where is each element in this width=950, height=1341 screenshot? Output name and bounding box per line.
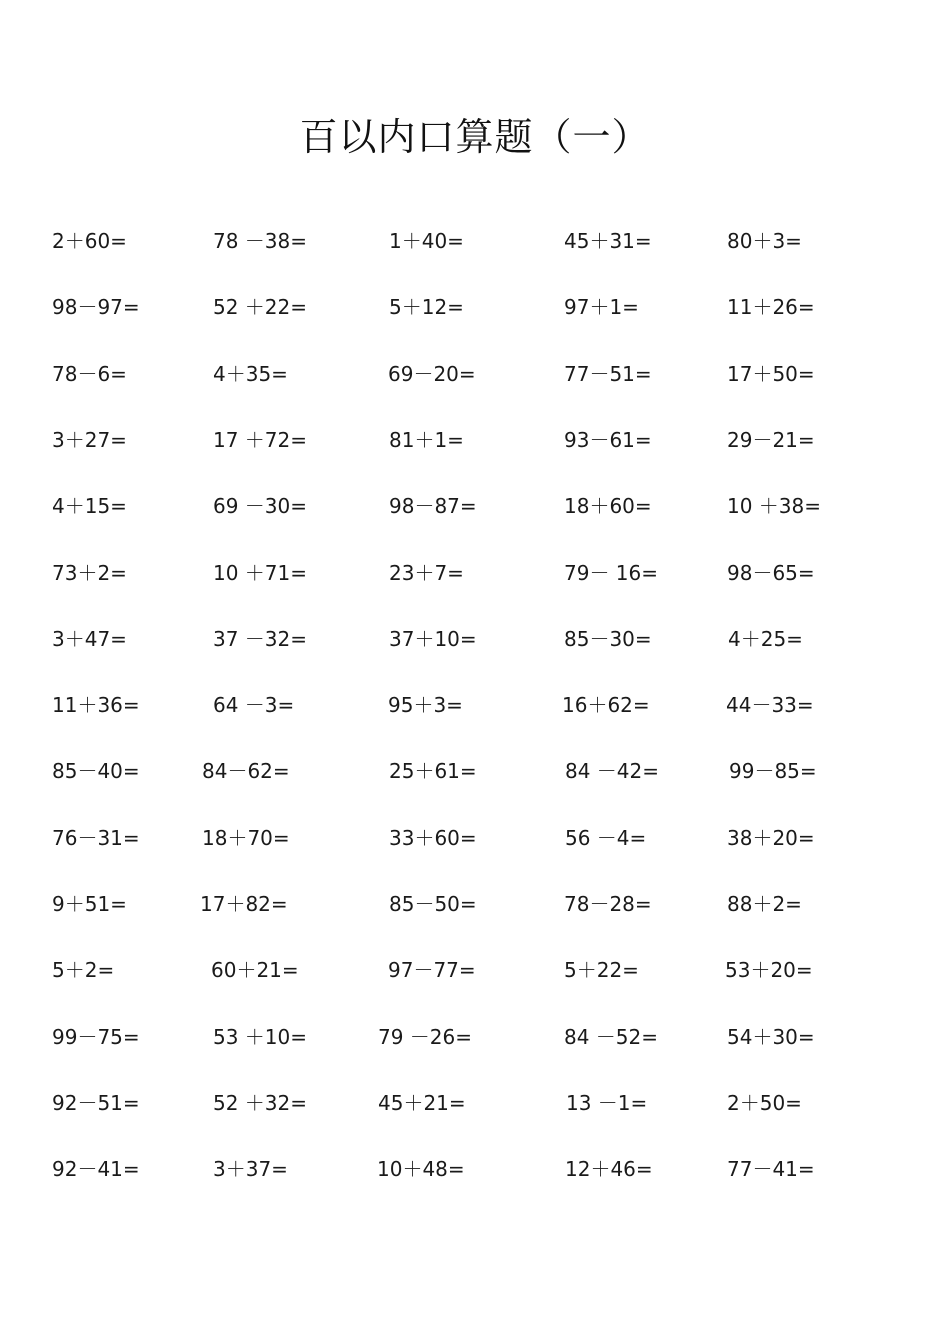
problem-item: 73＋2= <box>52 561 127 585</box>
problem-item: 3＋47= <box>52 627 127 651</box>
problem-item: 78－28= <box>564 892 652 916</box>
problem-item: 78 －38= <box>213 229 308 253</box>
problem-item: 9＋51= <box>52 892 127 916</box>
problem-item: 79－ 16= <box>564 561 659 585</box>
problem-item: 78－6= <box>52 362 127 386</box>
problem-item: 17＋50= <box>727 362 815 386</box>
problem-item: 97＋1= <box>564 295 639 319</box>
problem-item: 17＋82= <box>200 892 288 916</box>
problem-item: 93－61= <box>564 428 652 452</box>
problem-item: 84 －42= <box>565 759 660 783</box>
problem-item: 4＋15= <box>52 494 127 518</box>
problem-item: 79 －26= <box>378 1025 473 1049</box>
problem-item: 77－41= <box>727 1157 815 1181</box>
problem-item: 64 －3= <box>213 693 295 717</box>
problem-item: 98－97= <box>52 295 140 319</box>
problem-item: 44－33= <box>726 693 814 717</box>
problem-item: 69 －30= <box>213 494 308 518</box>
problem-item: 16＋62= <box>562 693 650 717</box>
problem-item: 10 ＋71= <box>213 561 308 585</box>
problem-item: 2＋60= <box>52 229 127 253</box>
problem-item: 5＋22= <box>564 958 639 982</box>
problem-item: 53＋20= <box>725 958 813 982</box>
problem-item: 10 ＋38= <box>727 494 822 518</box>
problem-item: 17 ＋72= <box>213 428 308 452</box>
problem-item: 92－51= <box>52 1091 140 1115</box>
problem-item: 52 ＋22= <box>213 295 308 319</box>
problem-item: 1＋40= <box>389 229 464 253</box>
problem-item: 37＋10= <box>389 627 477 651</box>
problem-item: 69－20= <box>388 362 476 386</box>
problem-item: 81＋1= <box>389 428 464 452</box>
problem-item: 56 －4= <box>565 826 647 850</box>
problem-item: 25＋61= <box>389 759 477 783</box>
problem-item: 77－51= <box>564 362 652 386</box>
problem-item: 5＋12= <box>389 295 464 319</box>
problem-item: 11＋26= <box>727 295 815 319</box>
problem-item: 13 －1= <box>566 1091 648 1115</box>
problem-item: 76－31= <box>52 826 140 850</box>
problem-item: 88＋2= <box>727 892 802 916</box>
problem-item: 53 ＋10= <box>213 1025 308 1049</box>
problem-item: 45＋31= <box>564 229 652 253</box>
problem-item: 84－62= <box>202 759 290 783</box>
problem-item: 3＋37= <box>213 1157 288 1181</box>
page-title: 百以内口算题（一） <box>299 115 651 159</box>
problem-item: 95＋3= <box>388 693 463 717</box>
problem-item: 98－65= <box>727 561 815 585</box>
problem-item: 29－21= <box>727 428 815 452</box>
problem-item: 3＋27= <box>52 428 127 452</box>
problem-item: 11＋36= <box>52 693 140 717</box>
problem-item: 5＋2= <box>52 958 115 982</box>
problem-item: 12＋46= <box>565 1157 653 1181</box>
problem-item: 97－77= <box>388 958 476 982</box>
problem-item: 85－30= <box>564 627 652 651</box>
problem-item: 45＋21= <box>378 1091 466 1115</box>
problem-item: 60＋21= <box>211 958 299 982</box>
problem-item: 18＋60= <box>564 494 652 518</box>
problem-item: 52 ＋32= <box>213 1091 308 1115</box>
problem-item: 99－75= <box>52 1025 140 1049</box>
problem-item: 84 －52= <box>564 1025 659 1049</box>
problem-item: 4＋25= <box>728 627 803 651</box>
problem-item: 92－41= <box>52 1157 140 1181</box>
problem-item: 85－50= <box>389 892 477 916</box>
problem-item: 4＋35= <box>213 362 288 386</box>
problem-item: 33＋60= <box>389 826 477 850</box>
problem-item: 80＋3= <box>727 229 802 253</box>
problem-item: 37 －32= <box>213 627 308 651</box>
problem-item: 98－87= <box>389 494 477 518</box>
problem-item: 99－85= <box>729 759 817 783</box>
problem-item: 18＋70= <box>202 826 290 850</box>
problem-item: 2＋50= <box>727 1091 802 1115</box>
problem-item: 54＋30= <box>727 1025 815 1049</box>
problem-item: 85－40= <box>52 759 140 783</box>
problem-item: 38＋20= <box>727 826 815 850</box>
problem-item: 23＋7= <box>389 561 464 585</box>
problem-item: 10＋48= <box>377 1157 465 1181</box>
